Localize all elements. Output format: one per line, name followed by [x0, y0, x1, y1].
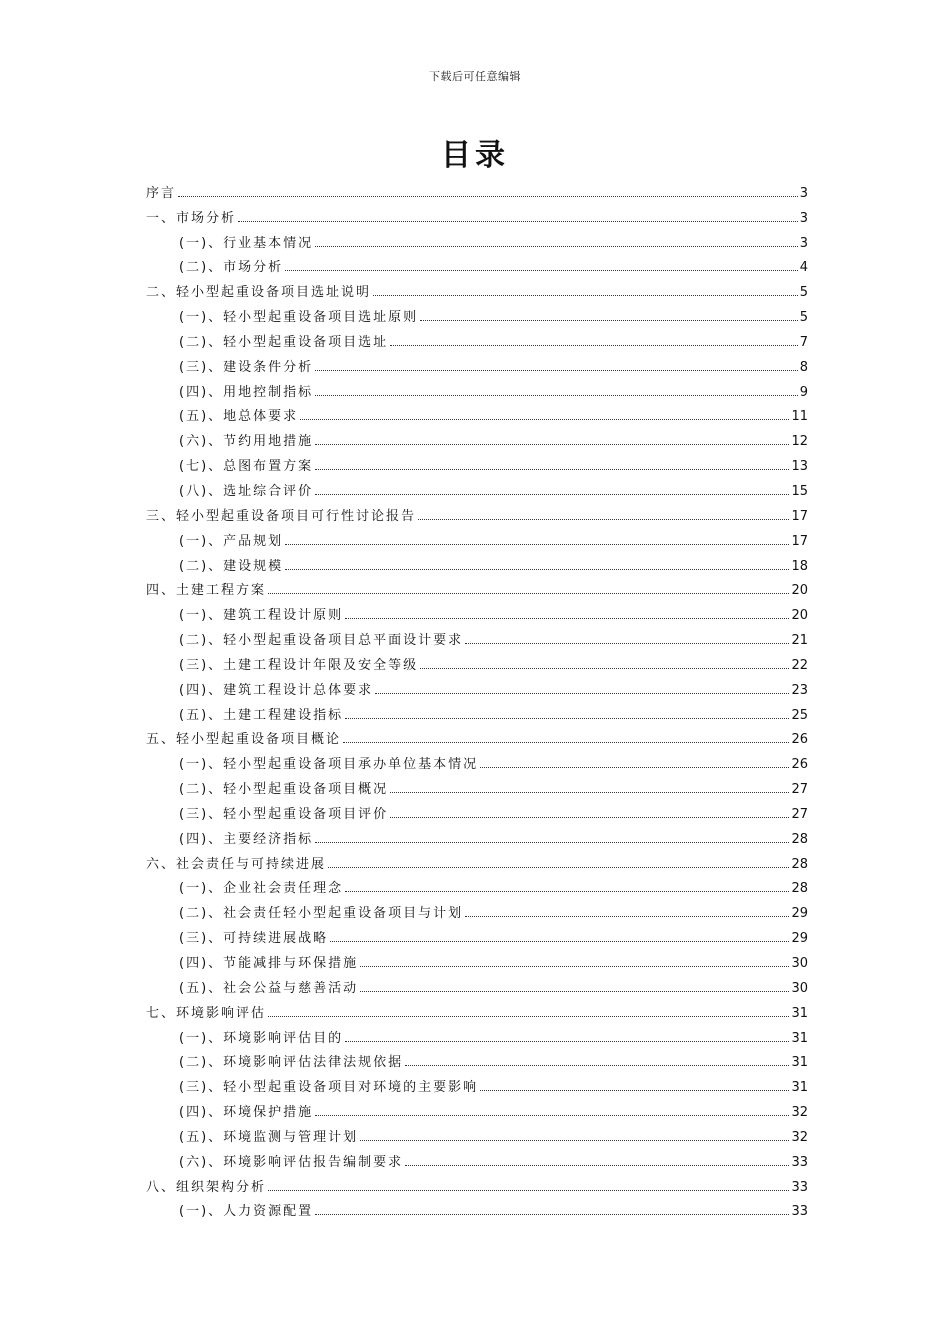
toc-entry[interactable] — [146, 1070, 808, 1095]
toc-entry-title: (二)、社会责任轻小型起重设备项目与计划 — [179, 906, 464, 922]
toc-entry-title: 七、环境影响评估 — [146, 1005, 267, 1021]
toc-entry-page: 29 — [791, 931, 808, 947]
toc-entry-title: (二)、市场分析 — [179, 260, 284, 276]
toc-entry-title: 六、社会责任与可持续进展 — [146, 856, 327, 872]
toc-entry[interactable] — [146, 1170, 808, 1195]
toc-entry-title: (四)、环境保护措施 — [179, 1105, 314, 1121]
toc-dot-leader — [360, 990, 789, 992]
toc-entry-page: 28 — [791, 831, 808, 847]
toc-dot-leader — [315, 841, 789, 843]
toc-dot-leader — [420, 319, 798, 321]
toc-entry-title: (四)、主要经济指标 — [179, 831, 314, 847]
toc-entry-page: 27 — [791, 782, 808, 798]
toc-dot-leader — [315, 493, 789, 495]
toc-entry-page: 15 — [791, 483, 808, 499]
toc-entry-page: 4 — [799, 260, 808, 276]
toc-entry[interactable] — [146, 226, 808, 251]
toc-entry-page: 26 — [791, 732, 808, 748]
toc-dot-leader — [268, 1015, 789, 1017]
toc-dot-leader — [315, 245, 798, 247]
toc-entry-title: (一)、产品规划 — [179, 533, 284, 549]
toc-entry-title: (一)、企业社会责任理念 — [179, 881, 344, 897]
toc-entry-title: (三)、轻小型起重设备项目对环境的主要影响 — [179, 1080, 479, 1096]
toc-dot-leader — [315, 1213, 789, 1215]
toc-entry-page: 7 — [799, 334, 808, 350]
toc-entry-page: 32 — [791, 1129, 808, 1145]
toc-dot-leader — [345, 617, 789, 619]
toc-entry[interactable] — [146, 598, 808, 623]
toc-entry-page: 17 — [791, 508, 808, 524]
toc-entry-title: (一)、人力资源配置 — [179, 1204, 314, 1220]
toc-entry-title: 序言 — [146, 185, 177, 201]
toc-entry-title: 二、轻小型起重设备项目选址说明 — [146, 285, 372, 301]
toc-entry[interactable] — [146, 921, 808, 946]
toc-dot-leader — [315, 394, 798, 396]
toc-entry[interactable] — [146, 648, 808, 673]
toc-entry-page: 30 — [791, 956, 808, 971]
toc-entry[interactable] — [146, 176, 808, 201]
toc-entry-page: 5 — [799, 285, 808, 301]
toc-entry[interactable] — [146, 797, 808, 822]
toc-dot-leader — [285, 543, 789, 545]
toc-entry-page: 12 — [791, 434, 808, 450]
toc-dot-leader — [285, 568, 789, 570]
toc-entry-title: (五)、地总体要求 — [179, 409, 299, 425]
toc-entry-page: 30 — [791, 980, 808, 996]
toc-dot-leader — [465, 915, 789, 917]
toc-entry-title: (一)、轻小型起重设备项目承办单位基本情况 — [179, 757, 479, 773]
toc-dot-leader — [315, 468, 789, 470]
toc-entry[interactable] — [146, 747, 808, 772]
toc-entry-page: 18 — [791, 558, 808, 574]
toc-entry-page: 8 — [799, 359, 808, 375]
toc-entry[interactable] — [146, 896, 808, 921]
toc-entry-page: 22 — [791, 657, 808, 673]
toc-entry[interactable] — [146, 1195, 808, 1220]
toc-entry[interactable] — [146, 1046, 808, 1071]
toc-entry-title: (五)、土建工程建设指标 — [179, 707, 344, 723]
toc-entry-page: 11 — [791, 409, 808, 425]
toc-dot-leader — [480, 1089, 789, 1091]
toc-entry[interactable] — [146, 574, 808, 599]
toc-entry[interactable] — [146, 375, 808, 400]
toc-entry[interactable] — [146, 300, 808, 325]
toc-entry-title: (二)、轻小型起重设备项目总平面设计要求 — [179, 633, 464, 649]
toc-entry-page: 3 — [799, 235, 808, 251]
toc-entry[interactable] — [146, 723, 808, 748]
toc-entry-title: (三)、可持续进展战略 — [179, 931, 329, 947]
toc-entry[interactable] — [146, 1095, 808, 1120]
toc-entry-title: (一)、环境影响评估目的 — [179, 1030, 344, 1046]
toc-dot-leader — [315, 443, 789, 445]
toc-entry[interactable] — [146, 251, 808, 276]
toc-entry-title: 八、组织架构分析 — [146, 1179, 267, 1195]
toc-dot-leader — [420, 667, 789, 669]
toc-entry[interactable] — [146, 499, 808, 524]
toc-entry-title: (五)、社会公益与慈善活动 — [179, 980, 359, 996]
toc-entry[interactable] — [146, 1120, 808, 1145]
toc-dot-leader — [360, 1139, 789, 1141]
toc-entry-page: 23 — [791, 682, 808, 698]
toc-entry-title: (五)、环境监测与管理计划 — [179, 1129, 359, 1145]
toc-entry-page: 29 — [791, 906, 808, 922]
toc-entry[interactable] — [146, 996, 808, 1021]
toc-entry[interactable] — [146, 549, 808, 574]
toc-entry-title: (六)、环境影响评估报告编制要求 — [179, 1154, 404, 1170]
toc-entry[interactable] — [146, 772, 808, 797]
toc-entry-page: 17 — [791, 533, 808, 549]
toc-dot-leader — [405, 1064, 789, 1066]
table-of-contents — [146, 176, 808, 1219]
toc-entry-title: (三)、轻小型起重设备项目评价 — [179, 806, 389, 822]
toc-entry-page: 9 — [799, 384, 808, 400]
toc-dot-leader — [268, 1189, 789, 1191]
toc-entry[interactable] — [146, 1021, 808, 1046]
toc-entry-title: 四、土建工程方案 — [146, 583, 267, 599]
toc-dot-leader — [345, 717, 789, 719]
toc-entry[interactable] — [146, 623, 808, 648]
toc-entry[interactable] — [146, 971, 808, 996]
toc-dot-leader — [390, 344, 798, 346]
toc-dot-leader — [480, 766, 789, 768]
toc-entry[interactable] — [146, 350, 808, 375]
toc-dot-leader — [360, 965, 789, 967]
toc-entry-page: 20 — [791, 583, 808, 599]
toc-entry[interactable] — [146, 449, 808, 474]
toc-entry-page: 32 — [791, 1105, 808, 1121]
toc-entry-page: 31 — [791, 1055, 808, 1071]
toc-dot-leader — [330, 940, 789, 942]
toc-dot-leader — [375, 692, 789, 694]
toc-entry-page: 31 — [791, 1080, 808, 1096]
toc-dot-leader — [328, 866, 789, 868]
toc-entry-page: 28 — [791, 881, 808, 897]
toc-entry[interactable] — [146, 822, 808, 847]
toc-entry-page: 31 — [791, 1030, 808, 1046]
toc-entry[interactable] — [146, 946, 808, 971]
toc-dot-leader — [238, 220, 798, 222]
toc-entry[interactable] — [146, 325, 808, 350]
toc-entry-page: 21 — [791, 633, 808, 649]
toc-entry-title: (七)、总图布置方案 — [179, 459, 314, 475]
toc-entry-page: 20 — [791, 608, 808, 624]
toc-entry-page: 27 — [791, 806, 808, 822]
toc-dot-leader — [405, 1164, 789, 1166]
toc-entry[interactable] — [146, 524, 808, 549]
toc-entry[interactable] — [146, 698, 808, 723]
toc-dot-leader — [315, 1114, 789, 1116]
toc-entry-title: (四)、用地控制指标 — [179, 384, 314, 400]
toc-entry-title: 一、市场分析 — [146, 210, 237, 226]
toc-entry[interactable] — [146, 424, 808, 449]
toc-entry-title: (六)、节约用地措施 — [179, 434, 314, 450]
toc-entry-title: (二)、轻小型起重设备项目概况 — [179, 782, 389, 798]
toc-entry-page: 5 — [799, 310, 808, 326]
toc-entry-title: (一)、轻小型起重设备项目选址原则 — [179, 310, 419, 326]
toc-entry-title: 三、轻小型起重设备项目可行性讨论报告 — [146, 508, 417, 524]
header-note: 下载后可任意编辑 — [429, 70, 521, 83]
toc-entry[interactable] — [146, 201, 808, 226]
toc-dot-leader — [345, 1040, 789, 1042]
toc-dot-leader — [390, 816, 789, 818]
toc-entry-page: 3 — [799, 185, 808, 201]
toc-entry-title: (二)、轻小型起重设备项目选址 — [179, 334, 389, 350]
toc-dot-leader — [268, 592, 789, 594]
toc-entry-title: (三)、建设条件分析 — [179, 359, 314, 375]
toc-dot-leader — [390, 791, 789, 793]
toc-dot-leader — [178, 195, 798, 197]
toc-entry-title: (二)、环境影响评估法律法规依据 — [179, 1055, 404, 1071]
toc-entry-title: (一)、行业基本情况 — [179, 235, 314, 251]
toc-entry[interactable] — [146, 400, 808, 425]
toc-entry[interactable] — [146, 872, 808, 897]
toc-entry-page: 28 — [791, 856, 808, 872]
toc-entry-page: 33 — [791, 1204, 808, 1220]
toc-entry[interactable] — [146, 847, 808, 872]
toc-entry[interactable] — [146, 1145, 808, 1170]
toc-dot-leader — [343, 741, 789, 743]
toc-entry[interactable] — [146, 474, 808, 499]
toc-entry-page: 13 — [791, 459, 808, 475]
toc-entry-page: 31 — [791, 1005, 808, 1021]
toc-dot-leader — [345, 890, 789, 892]
toc-dot-leader — [465, 642, 789, 644]
toc-entry-title: (一)、建筑工程设计原则 — [179, 608, 344, 624]
toc-entry-title: (三)、土建工程设计年限及安全等级 — [179, 657, 419, 673]
toc-entry-page: 26 — [791, 757, 808, 773]
toc-entry-page: 25 — [791, 707, 808, 723]
toc-dot-leader — [285, 269, 798, 271]
toc-entry-title: 五、轻小型起重设备项目概论 — [146, 732, 342, 748]
toc-entry[interactable] — [146, 673, 808, 698]
toc-entry[interactable] — [146, 275, 808, 300]
toc-entry-title: (四)、节能减排与环保措施 — [179, 956, 359, 971]
toc-entry-page: 3 — [799, 210, 808, 226]
toc-dot-leader — [418, 518, 789, 520]
toc-entry-page: 33 — [791, 1179, 808, 1195]
toc-entry-title: (四)、建筑工程设计总体要求 — [179, 682, 374, 698]
toc-dot-leader — [300, 418, 789, 420]
toc-entry-title: (八)、选址综合评价 — [179, 483, 314, 499]
toc-dot-leader — [373, 294, 798, 296]
toc-entry-page: 33 — [791, 1154, 808, 1170]
toc-entry-title: (二)、建设规模 — [179, 558, 284, 574]
toc-dot-leader — [315, 369, 798, 371]
page-title: 目录 — [441, 138, 509, 173]
